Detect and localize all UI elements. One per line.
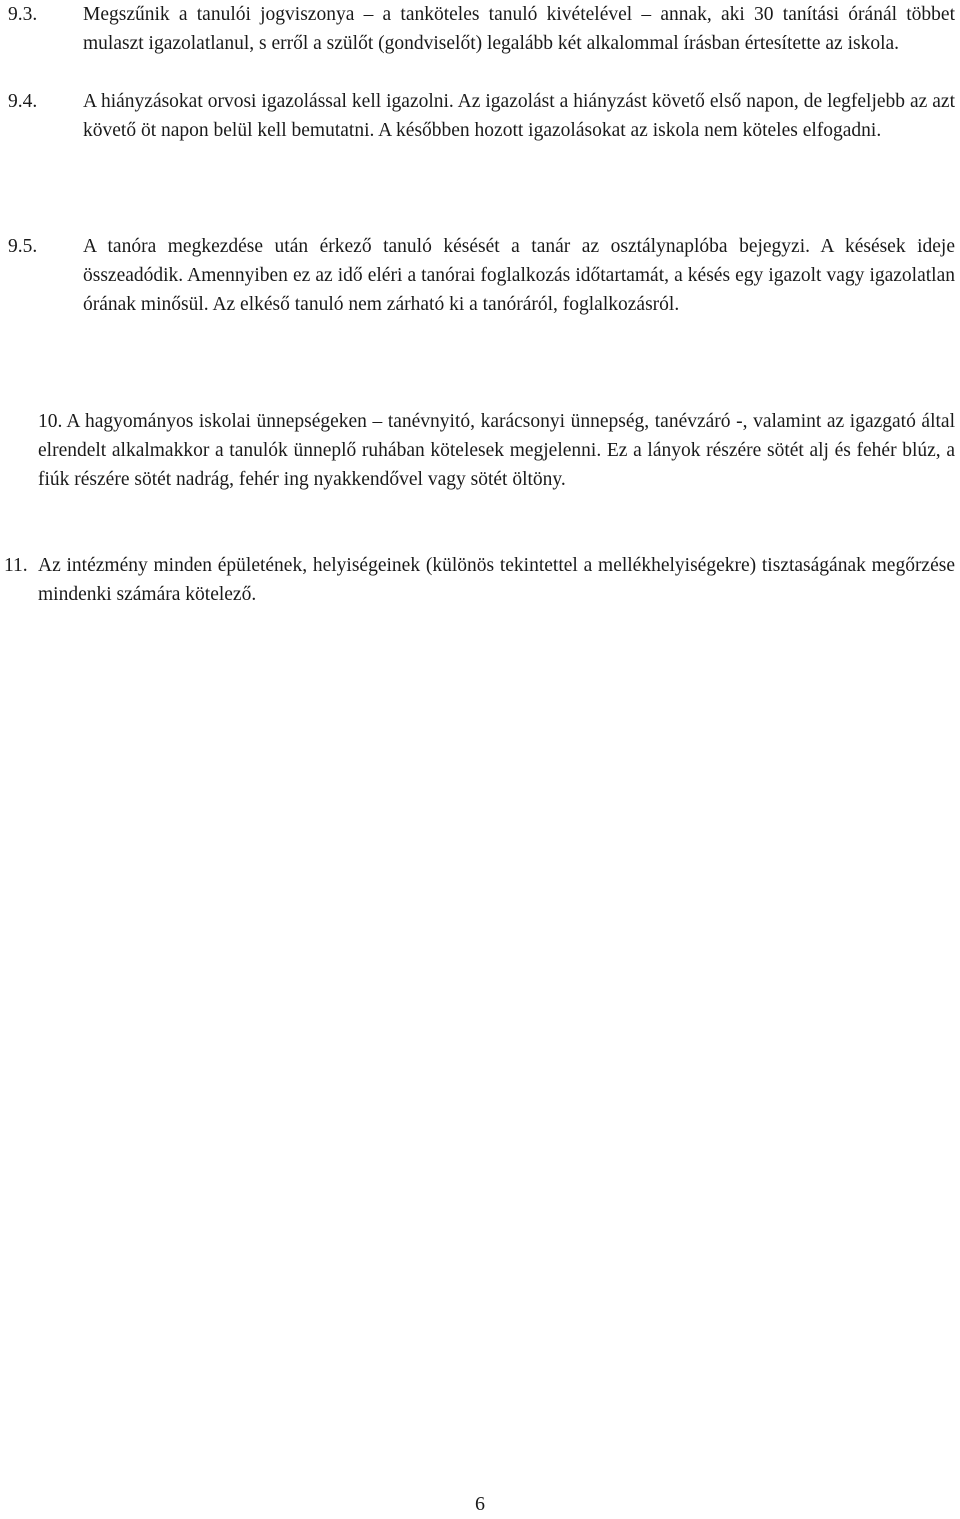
paragraph-9-4 (8, 87, 955, 145)
paragraph-10 (38, 407, 955, 494)
paragraph-number: 11. (4, 555, 28, 576)
paragraph-number: 9.3. (8, 4, 38, 25)
paragraph-text: Megszűnik a tanulói jogviszonya – a tanköteles tanuló kivételével – annak, aki 30 tanítási óránál többet mulaszt igazolatlanul, s erről a szülőt (gondviselőt) legalább két alkalommal írásban értesítette az iskola. (83, 4, 955, 54)
paragraph-text: A hiányzásokat orvosi igazolással kell igazolni. Az igazolást a hiányzást követő első napon, de legfeljebb az azt követő öt napon belül kell bemutatni. A későbben hozott igazolásokat az iskola nem köteles elfogadni. (83, 91, 955, 141)
paragraph-9-3 (8, 0, 955, 58)
paragraph-number: 9.5. (8, 236, 38, 257)
paragraph-9-5 (8, 232, 955, 319)
paragraph-11 (4, 551, 955, 609)
page-number: 6 (475, 1493, 485, 1515)
paragraph-number: 9.4. (8, 91, 38, 112)
paragraph-text: A tanóra megkezdése után érkező tanuló késését a tanár az osztálynaplóba bejegyzi. A késések ideje összeadódik. Amennyiben ez az idő eléri a tanórai foglalkozás időtartamát, a késés egy igazolt vagy igazolatlan órának minősül. Az elkéső tanuló nem zárható ki a tanóráról, foglalkozásról. (83, 236, 955, 315)
paragraph-text: A hagyományos iskolai ünnepségeken – tanévnyitó, karácsonyi ünnepség, tanévzáró -, valamint az igazgató által elrendelt alkalmakkor a tanulók ünneplő ruhában kötelesek megjelenni. Ez a lányok részére sötét alj és fehér blúz, a fiúk részére sötét nadrág, fehér ing nyakkendővel vagy sötét öltöny. (38, 411, 955, 490)
paragraph-text: Az intézmény minden épületének, helyiségeinek (különös tekintettel a mellékhelyiségekre) tisztaságának megőrzése mindenki számára kötelező. (38, 555, 955, 605)
paragraph-number: 10. (38, 411, 63, 432)
